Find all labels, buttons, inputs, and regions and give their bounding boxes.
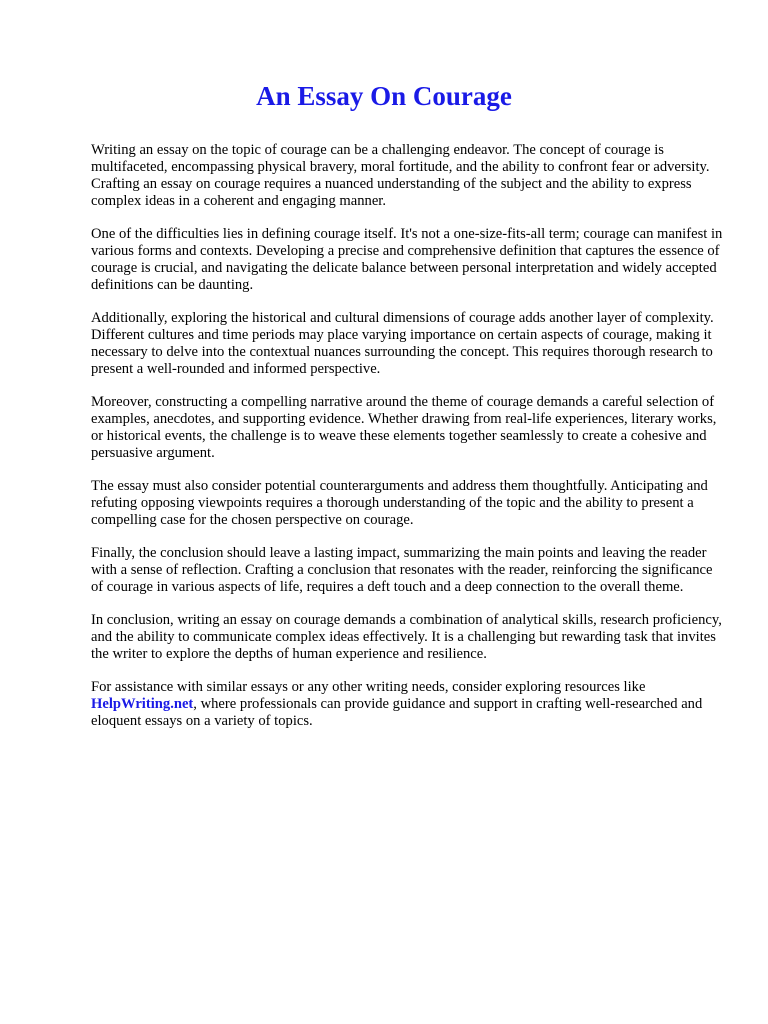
closing-text-before: For assistance with similar essays or any other writing needs, consider exploring resources like	[91, 679, 646, 695]
page-title: An Essay On Courage	[256, 81, 512, 111]
paragraph-narrative: Moreover, constructing a compelling narrative around the theme of courage demands a careful selection of examples, anecdotes, and supporting evidence. Whether drawing from real-life experiences, literary works, or historical events, the challenge is to weave these elements together seamlessly to create a cohesive and persuasive argument.	[91, 394, 717, 461]
paragraph-conclusion-advice: Finally, the conclusion should leave a lasting impact, summarizing the main points and leaving the reader with a sense of reflection. Crafting a conclusion that resonates with the reader, reinforcing the significance of courage in various aspects of life, requires a deft touch and a deep connection to the overall theme.	[91, 545, 713, 595]
helpwriting-link[interactable]: HelpWriting.net	[91, 696, 194, 712]
paragraph-in-conclusion: In conclusion, writing an essay on courage demands a combination of analytical skills, research proficiency, and the ability to communicate complex ideas effectively. It is a challenging but rewarding task that invites the writer to explore the depths of human experience and resilience.	[91, 612, 722, 662]
paragraph-definition: One of the difficulties lies in defining courage itself. It's not a one-size-fits-all term; courage can manifest in various forms and contexts. Developing a precise and comprehensive definition that captures the essence of courage is crucial, and navigating the delicate balance between personal interpretation and widely accepted definitions can be daunting.	[91, 226, 723, 293]
paragraph-history: Additionally, exploring the historical and cultural dimensions of courage adds another layer of complexity. Different cultures and time periods may place varying importance on certain aspects of courage, making it necessary to delve into the contextual nuances surrounding the concept. This requires thorough research to present a well-rounded and informed perspective.	[91, 310, 714, 377]
paragraph-intro: Writing an essay on the topic of courage can be a challenging endeavor. The concept of courage is multifaceted, encompassing physical bravery, moral fortitude, and the ability to confront fear or adversity. Crafting an essay on courage requires a nuanced understanding of the subject and the ability to express complex ideas in a coherent and engaging manner.	[91, 142, 710, 209]
paragraph-closing	[91, 679, 724, 730]
paragraph-counterarguments: The essay must also consider potential counterarguments and address them thoughtfully. Anticipating and refuting opposing viewpoints requires a thorough understanding of the topic and the ability to present a compelling case for the chosen perspective on courage.	[91, 478, 708, 528]
closing-text-after: , where professionals can provide guidance and support in crafting well-researched and eloquent essays on a variety of topics.	[91, 696, 703, 729]
